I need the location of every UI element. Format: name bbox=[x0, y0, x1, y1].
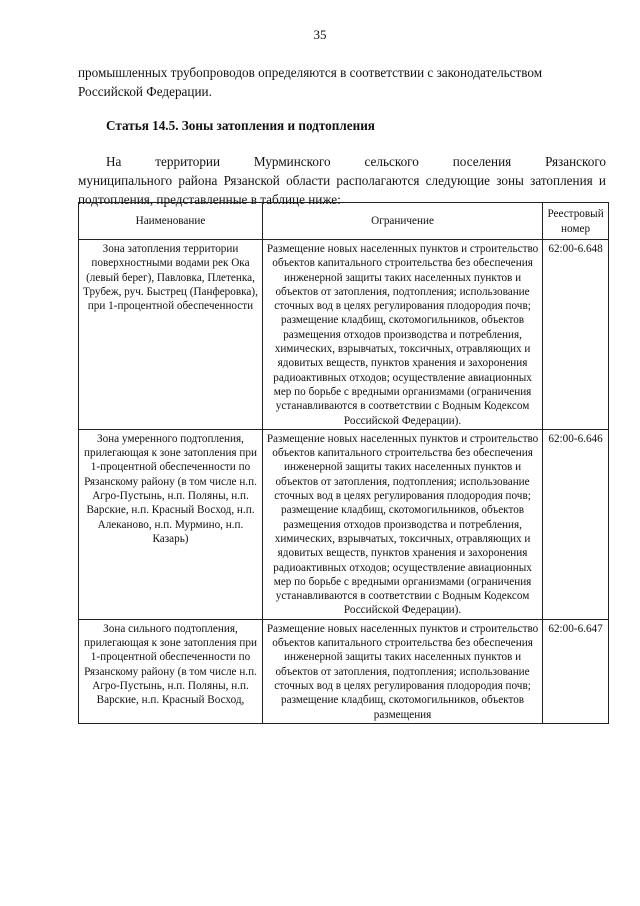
restriction-cell: Размещение новых населенных пунктов и строительство объектов капитального строительства без обеспечения инженерной защиты таких населенных пунктов и объектов от затопления, подтопления; использование сточных вод в целях регулирования плодородия почв; размещение кладбищ, скотомогильников, объектов размещения отходов производства и потребления, химических, взрывчатых, токсичных, отравляющих и ядовитых веществ, пунктов хранения и захоронения радиоактивных отходов; осуществление авиационных мер по борьбе с вредными организмами (ограничения устанавливаются в соответствии с Водным Кодексом Российской Федерации). bbox=[262, 240, 542, 430]
zone-name-cell: Зона умеренного подтопления, прилегающая к зоне затопления при 1-процентной обеспеченности по Рязанскому району (в том числе н.п. Агро-Пустынь, н.п. Поляны, н.п. Варские, н.п. Красный Восход, н.п. Алеканово, н.п. Мурмино, н.п. Казарь) bbox=[79, 429, 263, 619]
zone-name-cell: Зона затопления территории поверхностными водами рек Ока (левый берег), Павловка, Плетенка, Трубеж, руч. Быстрец (Панферовка), при 1-процентной обеспеченности bbox=[79, 240, 263, 430]
table-row bbox=[79, 240, 609, 430]
restriction-cell: Размещение новых населенных пунктов и строительство объектов капитального строительства без обеспечения инженерной защиты таких населенных пунктов и объектов от затопления, подтопления; использование сточных вод в целях регулирования плодородия почв; размещение кладбищ, скотомогильников, объектов размещения отходов производства и потребления, химических, взрывчатых, токсичных, отравляющих и ядовитых веществ, пунктов хранения и захоронения радиоактивных отходов; осуществление авиационных мер по борьбе с вредными организмами (ограничения устанавливаются в соответствии с Водным Кодексом Российской Федерации). bbox=[262, 429, 542, 619]
zone-name-cell: Зона сильного подтопления, прилегающая к зоне затопления при 1-процентной обеспеченности по Рязанскому району (в том числе н.п. Агро-Пустынь, н.п. Поляны, н.п. Варские, н.п. Красный Восход, bbox=[79, 619, 263, 723]
registry-number-cell: 62:00-6.648 bbox=[543, 240, 609, 430]
intro-first-line: На территории Мурминского сельского поселения Рязанского bbox=[106, 154, 606, 169]
intro-paragraph bbox=[78, 152, 606, 209]
article-title: Статья 14.5. Зоны затопления и подтопления bbox=[106, 118, 375, 133]
zones-table bbox=[78, 202, 609, 724]
restriction-cell: Размещение новых населенных пунктов и строительство объектов капитального строительства без обеспечения инженерной защиты таких населенных пунктов и объектов от затопления, подтопления; использование сточных вод в целях регулирования плодородия почв; размещение кладбищ, скотомогильников, объектов размещения bbox=[262, 619, 542, 723]
intro-top-paragraph: промышленных трубопроводов определяются в соответствии с законодательством Российской Федерации. bbox=[78, 65, 543, 99]
registry-number-cell: 62:00-6.646 bbox=[543, 429, 609, 619]
table-header-row bbox=[79, 203, 609, 240]
header-registry: Реестровый номер bbox=[543, 203, 609, 240]
intro-rest: муниципального района Рязанской области располагаются следующие зоны затопления и подтопления, представленные в таблице ниже: bbox=[78, 173, 606, 207]
table-row bbox=[79, 619, 609, 723]
registry-number-cell: 62:00-6.647 bbox=[543, 619, 609, 723]
table-row bbox=[79, 429, 609, 619]
header-name: Наименование bbox=[79, 203, 263, 240]
page-number: 35 bbox=[313, 27, 327, 42]
zones-table-container bbox=[78, 202, 611, 858]
header-restriction: Ограничение bbox=[262, 203, 542, 240]
